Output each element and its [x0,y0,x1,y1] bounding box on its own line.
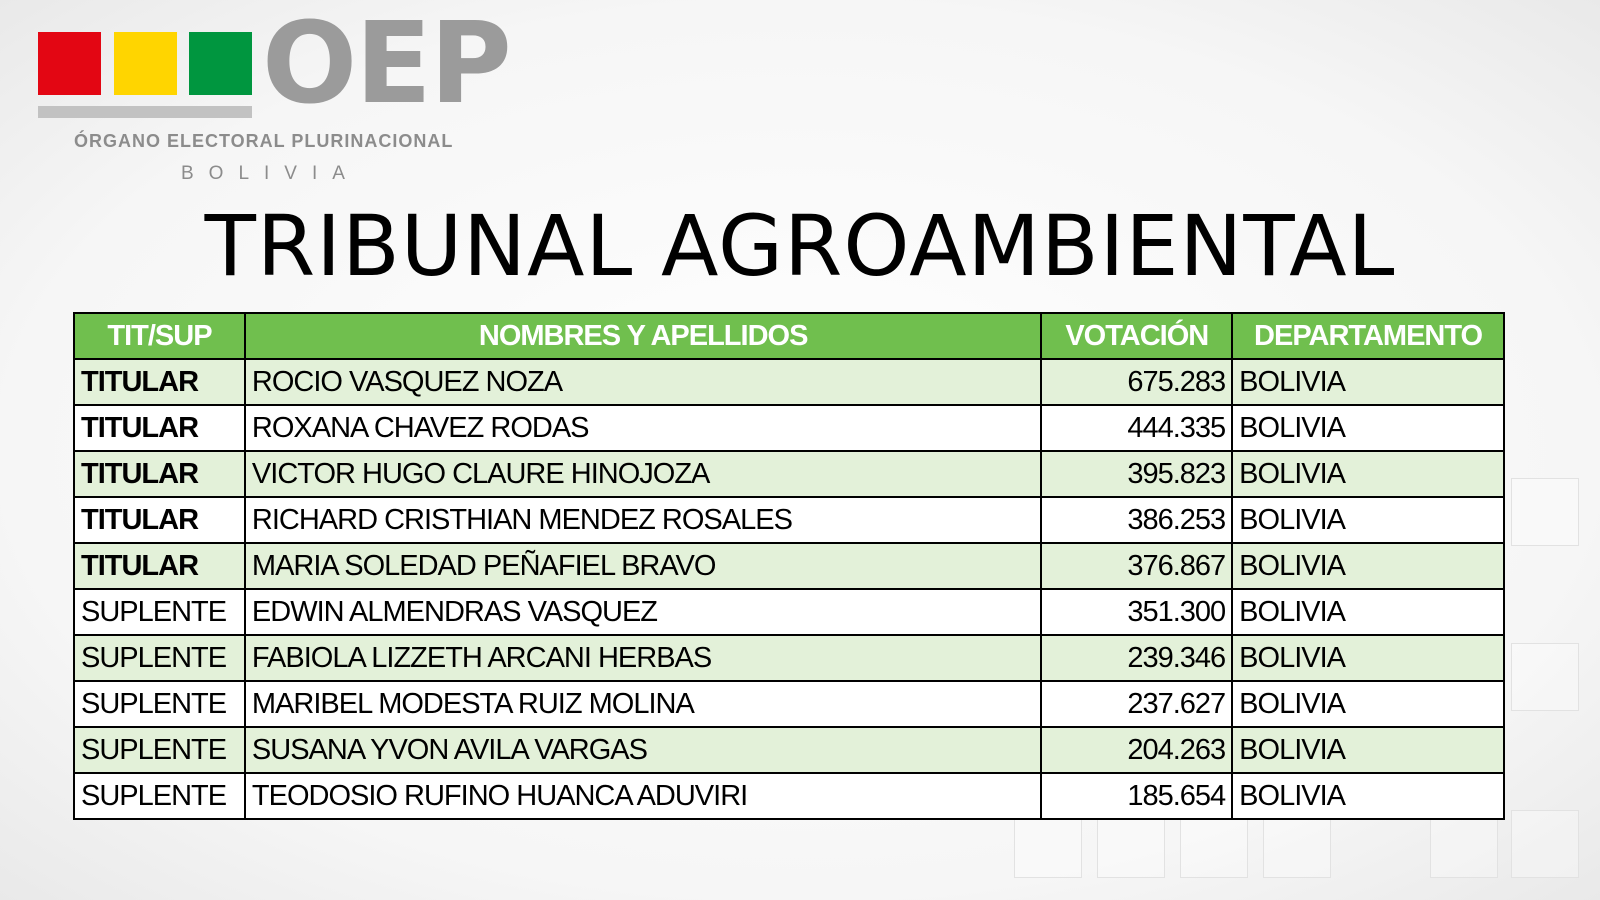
votes-cell: 351.300 [1041,589,1232,635]
header-departamento: DEPARTAMENTO [1232,313,1504,359]
table-row [74,497,1504,543]
header-votacion: VOTACIÓN [1041,313,1232,359]
role-cell: TITULAR [74,405,245,451]
table-row [74,727,1504,773]
table-row [74,451,1504,497]
dept-cell: BOLIVIA [1232,451,1504,497]
table-row [74,543,1504,589]
decorative-square [1014,810,1082,878]
decorative-square [1180,810,1248,878]
decorative-square [1097,810,1165,878]
votes-cell: 386.253 [1041,497,1232,543]
name-cell: MARIA SOLEDAD PEÑAFIEL BRAVO [245,543,1041,589]
logo-red-square [38,32,101,95]
votes-cell: 237.627 [1041,681,1232,727]
dept-cell: BOLIVIA [1232,405,1504,451]
votes-cell: 239.346 [1041,635,1232,681]
dept-cell: BOLIVIA [1232,359,1504,405]
decorative-square [1511,810,1579,878]
logo-wordmark: OEP [262,0,510,129]
decorative-square [1430,810,1498,878]
dept-cell: BOLIVIA [1232,773,1504,819]
table-row [74,589,1504,635]
logo-subtitle: ÓRGANO ELECTORAL PLURINACIONAL [74,131,454,151]
votes-cell: 204.263 [1041,727,1232,773]
votes-cell: 444.335 [1041,405,1232,451]
header-tit-sup: TIT/SUP [74,313,245,359]
name-cell: FABIOLA LIZZETH ARCANI HERBAS [245,635,1041,681]
logo-country: BOLIVIA [181,163,360,184]
name-cell: ROCIO VASQUEZ NOZA [245,359,1041,405]
logo-green-square [189,32,252,95]
name-cell: ROXANA CHAVEZ RODAS [245,405,1041,451]
role-cell: SUPLENTE [74,589,245,635]
name-cell: RICHARD CRISTHIAN MENDEZ ROSALES [245,497,1041,543]
role-cell: TITULAR [74,451,245,497]
dept-cell: BOLIVIA [1232,727,1504,773]
role-cell: SUPLENTE [74,681,245,727]
table-row [74,681,1504,727]
votes-cell: 376.867 [1041,543,1232,589]
name-cell: SUSANA YVON AVILA VARGAS [245,727,1041,773]
table-header-row [74,313,1504,359]
table-row [74,405,1504,451]
name-cell: MARIBEL MODESTA RUIZ MOLINA [245,681,1041,727]
logo-yellow-square [114,32,177,95]
votes-cell: 185.654 [1041,773,1232,819]
dept-cell: BOLIVIA [1232,589,1504,635]
page-title: TRIBUNAL AGROAMBIENTAL [204,197,1396,295]
dept-cell: BOLIVIA [1232,497,1504,543]
table-row [74,773,1504,819]
logo-bar [38,106,252,118]
role-cell: SUPLENTE [74,727,245,773]
dept-cell: BOLIVIA [1232,681,1504,727]
table-row [74,635,1504,681]
name-cell: EDWIN ALMENDRAS VASQUEZ [245,589,1041,635]
votes-cell: 675.283 [1041,359,1232,405]
header-nombres: NOMBRES Y APELLIDOS [245,313,1041,359]
role-cell: SUPLENTE [74,635,245,681]
votes-cell: 395.823 [1041,451,1232,497]
role-cell: TITULAR [74,497,245,543]
table-row [74,359,1504,405]
name-cell: VICTOR HUGO CLAURE HINOJOZA [245,451,1041,497]
dept-cell: BOLIVIA [1232,543,1504,589]
role-cell: TITULAR [74,543,245,589]
decorative-square [1511,478,1579,546]
results-table [73,312,1505,820]
dept-cell: BOLIVIA [1232,635,1504,681]
decorative-square [1511,643,1579,711]
name-cell: TEODOSIO RUFINO HUANCA ADUVIRI [245,773,1041,819]
oep-logo [38,0,518,190]
decorative-square [1263,810,1331,878]
role-cell: TITULAR [74,359,245,405]
role-cell: SUPLENTE [74,773,245,819]
